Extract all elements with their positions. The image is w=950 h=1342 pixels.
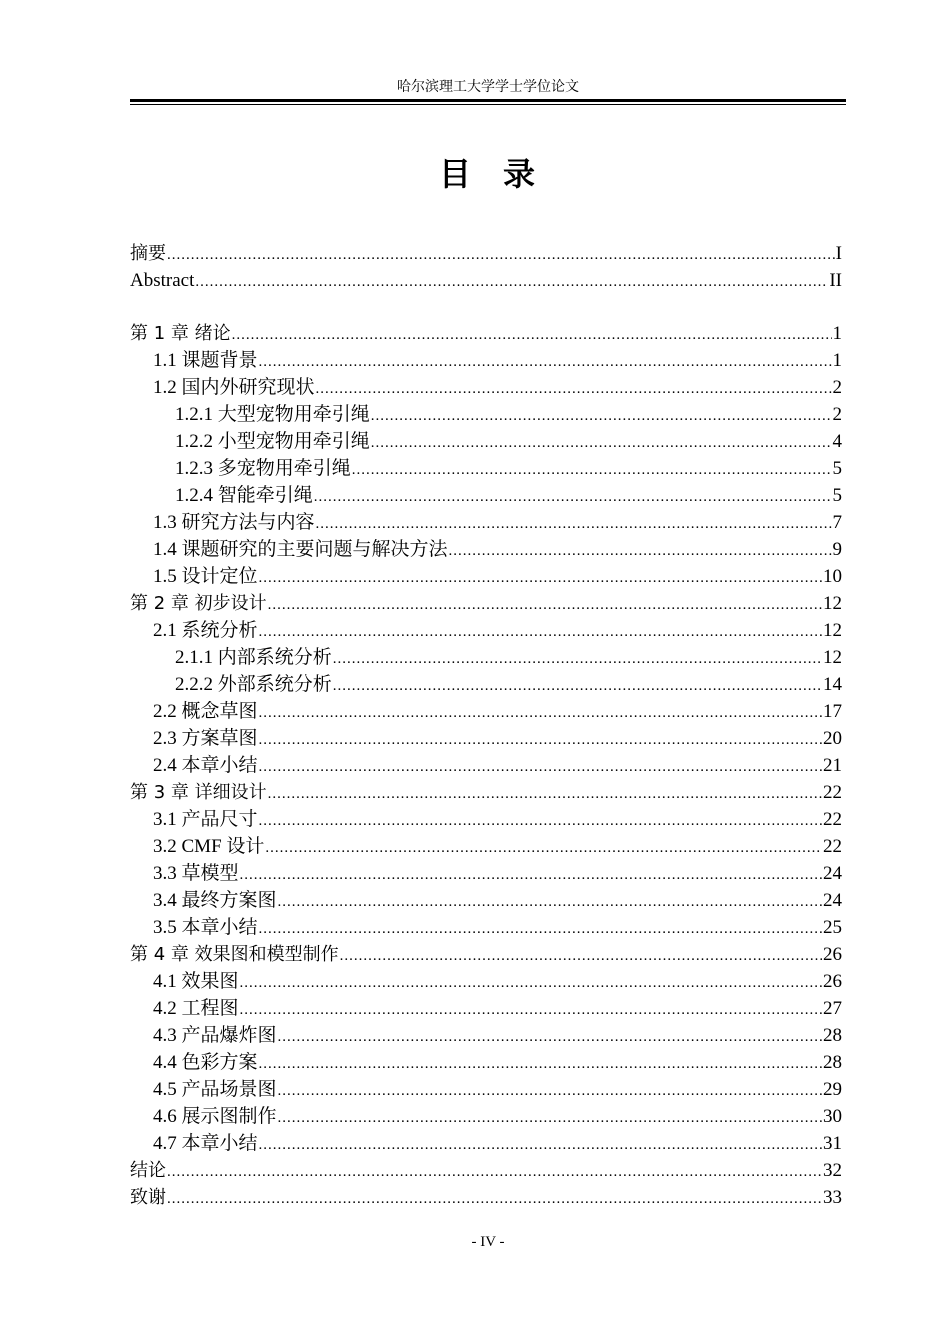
toc-entry-label: 2.3 方案草图	[153, 728, 258, 749]
toc-entry-page: 25	[823, 917, 842, 938]
header-rule-thin	[130, 104, 846, 105]
toc-entry-label: 第 3 章 详细设计	[130, 782, 267, 803]
toc-entry[interactable]	[130, 1022, 842, 1049]
toc-entry-page: 12	[823, 593, 842, 614]
toc-entry[interactable]	[130, 995, 842, 1022]
toc-leader-dots	[167, 1157, 822, 1186]
toc-entry-label: 1.2.1 大型宠物用牵引绳	[175, 404, 370, 425]
toc-leader-dots	[259, 806, 822, 835]
toc-leader-dots	[259, 698, 822, 727]
toc-entry-page: 10	[823, 566, 842, 587]
toc-entry-label: 3.5 本章小结	[153, 917, 258, 938]
toc-entry[interactable]	[130, 752, 842, 779]
toc-entry-label: 摘要	[130, 243, 166, 264]
toc-entry-label: 4.2 工程图	[153, 998, 239, 1019]
table-of-contents	[130, 240, 842, 1211]
toc-leader-dots	[449, 536, 832, 565]
toc-leader-dots	[278, 1103, 822, 1132]
toc-entry[interactable]	[130, 320, 842, 347]
toc-entry-page: 22	[823, 782, 842, 803]
toc-leader-dots	[316, 374, 832, 403]
toc-entry-label: 4.7 本章小结	[153, 1133, 258, 1154]
toc-entry-label: 2.2.2 外部系统分析	[175, 674, 332, 695]
toc-entry-page: I	[835, 243, 842, 264]
toc-entry[interactable]	[130, 914, 842, 941]
toc-entry[interactable]	[130, 833, 842, 860]
toc-entry-label: 4.3 产品爆炸图	[153, 1025, 277, 1046]
toc-entry-label: 3.3 草模型	[153, 863, 239, 884]
toc-entry-label: 1.2.4 智能牵引绳	[175, 485, 313, 506]
toc-leader-dots	[371, 428, 832, 457]
toc-leader-dots	[259, 914, 822, 943]
toc-entry[interactable]	[130, 671, 842, 698]
toc-entry-page: 33	[823, 1187, 842, 1208]
toc-entry-page: 29	[823, 1079, 842, 1100]
toc-entry-page: 22	[823, 809, 842, 830]
toc-leader-dots	[240, 968, 822, 997]
toc-leader-dots	[340, 941, 822, 970]
toc-entry-label: 1.2.2 小型宠物用牵引绳	[175, 431, 370, 452]
toc-leader-dots	[259, 563, 822, 592]
toc-entry-label: 第 2 章 初步设计	[130, 593, 267, 614]
toc-entry-page: 28	[823, 1052, 842, 1073]
toc-leader-dots	[259, 725, 822, 754]
toc-entry-page: 9	[832, 539, 842, 560]
toc-leader-dots	[167, 1184, 822, 1213]
toc-entry-label: 4.5 产品场景图	[153, 1079, 277, 1100]
toc-leader-dots	[240, 995, 822, 1024]
toc-entry[interactable]	[130, 860, 842, 887]
toc-entry[interactable]	[130, 1130, 842, 1157]
toc-entry-label: 1.1 课题背景	[153, 350, 258, 371]
toc-leader-dots	[316, 509, 832, 538]
toc-entry-page: 7	[832, 512, 842, 533]
toc-entry-page: 14	[823, 674, 842, 695]
page-title	[130, 152, 846, 196]
toc-leader-dots	[259, 1130, 822, 1159]
toc-entry[interactable]	[130, 482, 842, 509]
toc-leader-dots	[333, 671, 822, 700]
title-char-2: 录	[503, 155, 538, 193]
toc-leader-dots	[268, 590, 822, 619]
toc-entry-label: 2.2 概念草图	[153, 701, 258, 722]
page-number: - IV -	[471, 1234, 505, 1250]
toc-entry[interactable]	[130, 374, 842, 401]
toc-leader-dots	[278, 1022, 822, 1051]
toc-entry-page: 21	[823, 755, 842, 776]
toc-entry-page: II	[829, 270, 842, 291]
toc-entry[interactable]	[130, 455, 842, 482]
toc-leader-dots	[265, 833, 822, 862]
toc-entry-page: 22	[823, 836, 842, 857]
toc-entry-page: 1	[832, 323, 842, 344]
title-char-1: 目	[438, 155, 473, 193]
toc-leader-dots	[278, 1076, 822, 1105]
toc-entry[interactable]	[130, 725, 842, 752]
toc-entry[interactable]	[130, 401, 842, 428]
toc-entry[interactable]	[130, 509, 842, 536]
toc-entry-page: 4	[832, 431, 842, 452]
toc-entry-label: 3.4 最终方案图	[153, 890, 277, 911]
toc-entry[interactable]	[130, 698, 842, 725]
toc-entry[interactable]	[130, 267, 842, 294]
toc-entry[interactable]	[130, 590, 842, 617]
toc-entry-label: 2.4 本章小结	[153, 755, 258, 776]
toc-entry-label: 致谢	[130, 1187, 166, 1208]
toc-entry-page: 27	[823, 998, 842, 1019]
toc-entry[interactable]	[130, 1103, 842, 1130]
toc-entry[interactable]	[130, 347, 842, 374]
toc-entry-page: 12	[823, 647, 842, 668]
toc-entry-page: 24	[823, 863, 842, 884]
toc-entry-label: 2.1.1 内部系统分析	[175, 647, 332, 668]
toc-entry-label: 第 1 章 绪论	[130, 323, 231, 344]
toc-leader-dots	[268, 779, 822, 808]
toc-leader-dots	[232, 320, 832, 349]
toc-entry[interactable]	[130, 887, 842, 914]
toc-entry[interactable]	[130, 240, 842, 267]
toc-entry[interactable]	[130, 563, 842, 590]
toc-leader-dots	[333, 644, 822, 673]
toc-entry[interactable]	[130, 644, 842, 671]
toc-entry-page: 32	[823, 1160, 842, 1181]
toc-leader-dots	[278, 887, 822, 916]
toc-entry-page: 28	[823, 1025, 842, 1046]
toc-entry[interactable]	[130, 806, 842, 833]
toc-entry-page: 12	[823, 620, 842, 641]
toc-entry-label: 3.2 CMF 设计	[153, 836, 265, 857]
toc-leader-dots	[371, 401, 832, 430]
toc-entry[interactable]	[130, 941, 842, 968]
toc-entry[interactable]	[130, 1076, 842, 1103]
toc-entry-page: 5	[832, 485, 842, 506]
toc-entry-label: 1.4 课题研究的主要问题与解决方法	[153, 539, 448, 560]
toc-entry-label: 1.3 研究方法与内容	[153, 512, 315, 533]
toc-entry-page: 31	[823, 1133, 842, 1154]
toc-leader-dots	[352, 455, 832, 484]
header-rule-thick	[130, 99, 846, 102]
toc-entry-label: 2.1 系统分析	[153, 620, 258, 641]
toc-entry[interactable]	[130, 536, 842, 563]
toc-entry[interactable]	[130, 1049, 842, 1076]
toc-entry-page: 20	[823, 728, 842, 749]
toc-entry-label: 1.5 设计定位	[153, 566, 258, 587]
toc-entry-page: 24	[823, 890, 842, 911]
toc-leader-dots	[259, 617, 822, 646]
toc-entry[interactable]	[130, 968, 842, 995]
toc-entry-label: 3.1 产品尺寸	[153, 809, 258, 830]
toc-entry-label: 结论	[130, 1160, 166, 1181]
toc-leader-dots	[240, 860, 822, 889]
toc-entry-page: 26	[823, 944, 842, 965]
toc-leader-dots	[167, 240, 835, 269]
running-header: 哈尔滨理工大学学士学位论文	[397, 80, 579, 95]
toc-leader-dots	[195, 267, 828, 296]
toc-entry-label: 第 4 章 效果图和模型制作	[130, 944, 339, 965]
toc-leader-dots	[259, 347, 832, 376]
toc-entry[interactable]	[130, 1157, 842, 1184]
toc-entry[interactable]	[130, 617, 842, 644]
toc-entry[interactable]	[130, 1184, 842, 1211]
toc-entry-page: 1	[832, 350, 842, 371]
toc-entry-label: 4.4 色彩方案	[153, 1052, 258, 1073]
toc-leader-dots	[259, 1049, 822, 1078]
toc-entry-page: 30	[823, 1106, 842, 1127]
toc-entry-page: 17	[823, 701, 842, 722]
toc-leader-dots	[314, 482, 832, 511]
toc-leader-dots	[259, 752, 822, 781]
toc-entry[interactable]	[130, 779, 842, 806]
toc-entry-label: 4.6 展示图制作	[153, 1106, 277, 1127]
toc-entry[interactable]	[130, 428, 842, 455]
toc-entry-label: 1.2.3 多宠物用牵引绳	[175, 458, 351, 479]
toc-entry-page: 26	[823, 971, 842, 992]
toc-entry-label: Abstract	[130, 270, 195, 291]
toc-entry-page: 5	[832, 458, 842, 479]
toc-entry-label: 1.2 国内外研究现状	[153, 377, 315, 398]
toc-entry-label: 4.1 效果图	[153, 971, 239, 992]
toc-entry-page: 2	[832, 377, 842, 398]
toc-entry-page: 2	[832, 404, 842, 425]
